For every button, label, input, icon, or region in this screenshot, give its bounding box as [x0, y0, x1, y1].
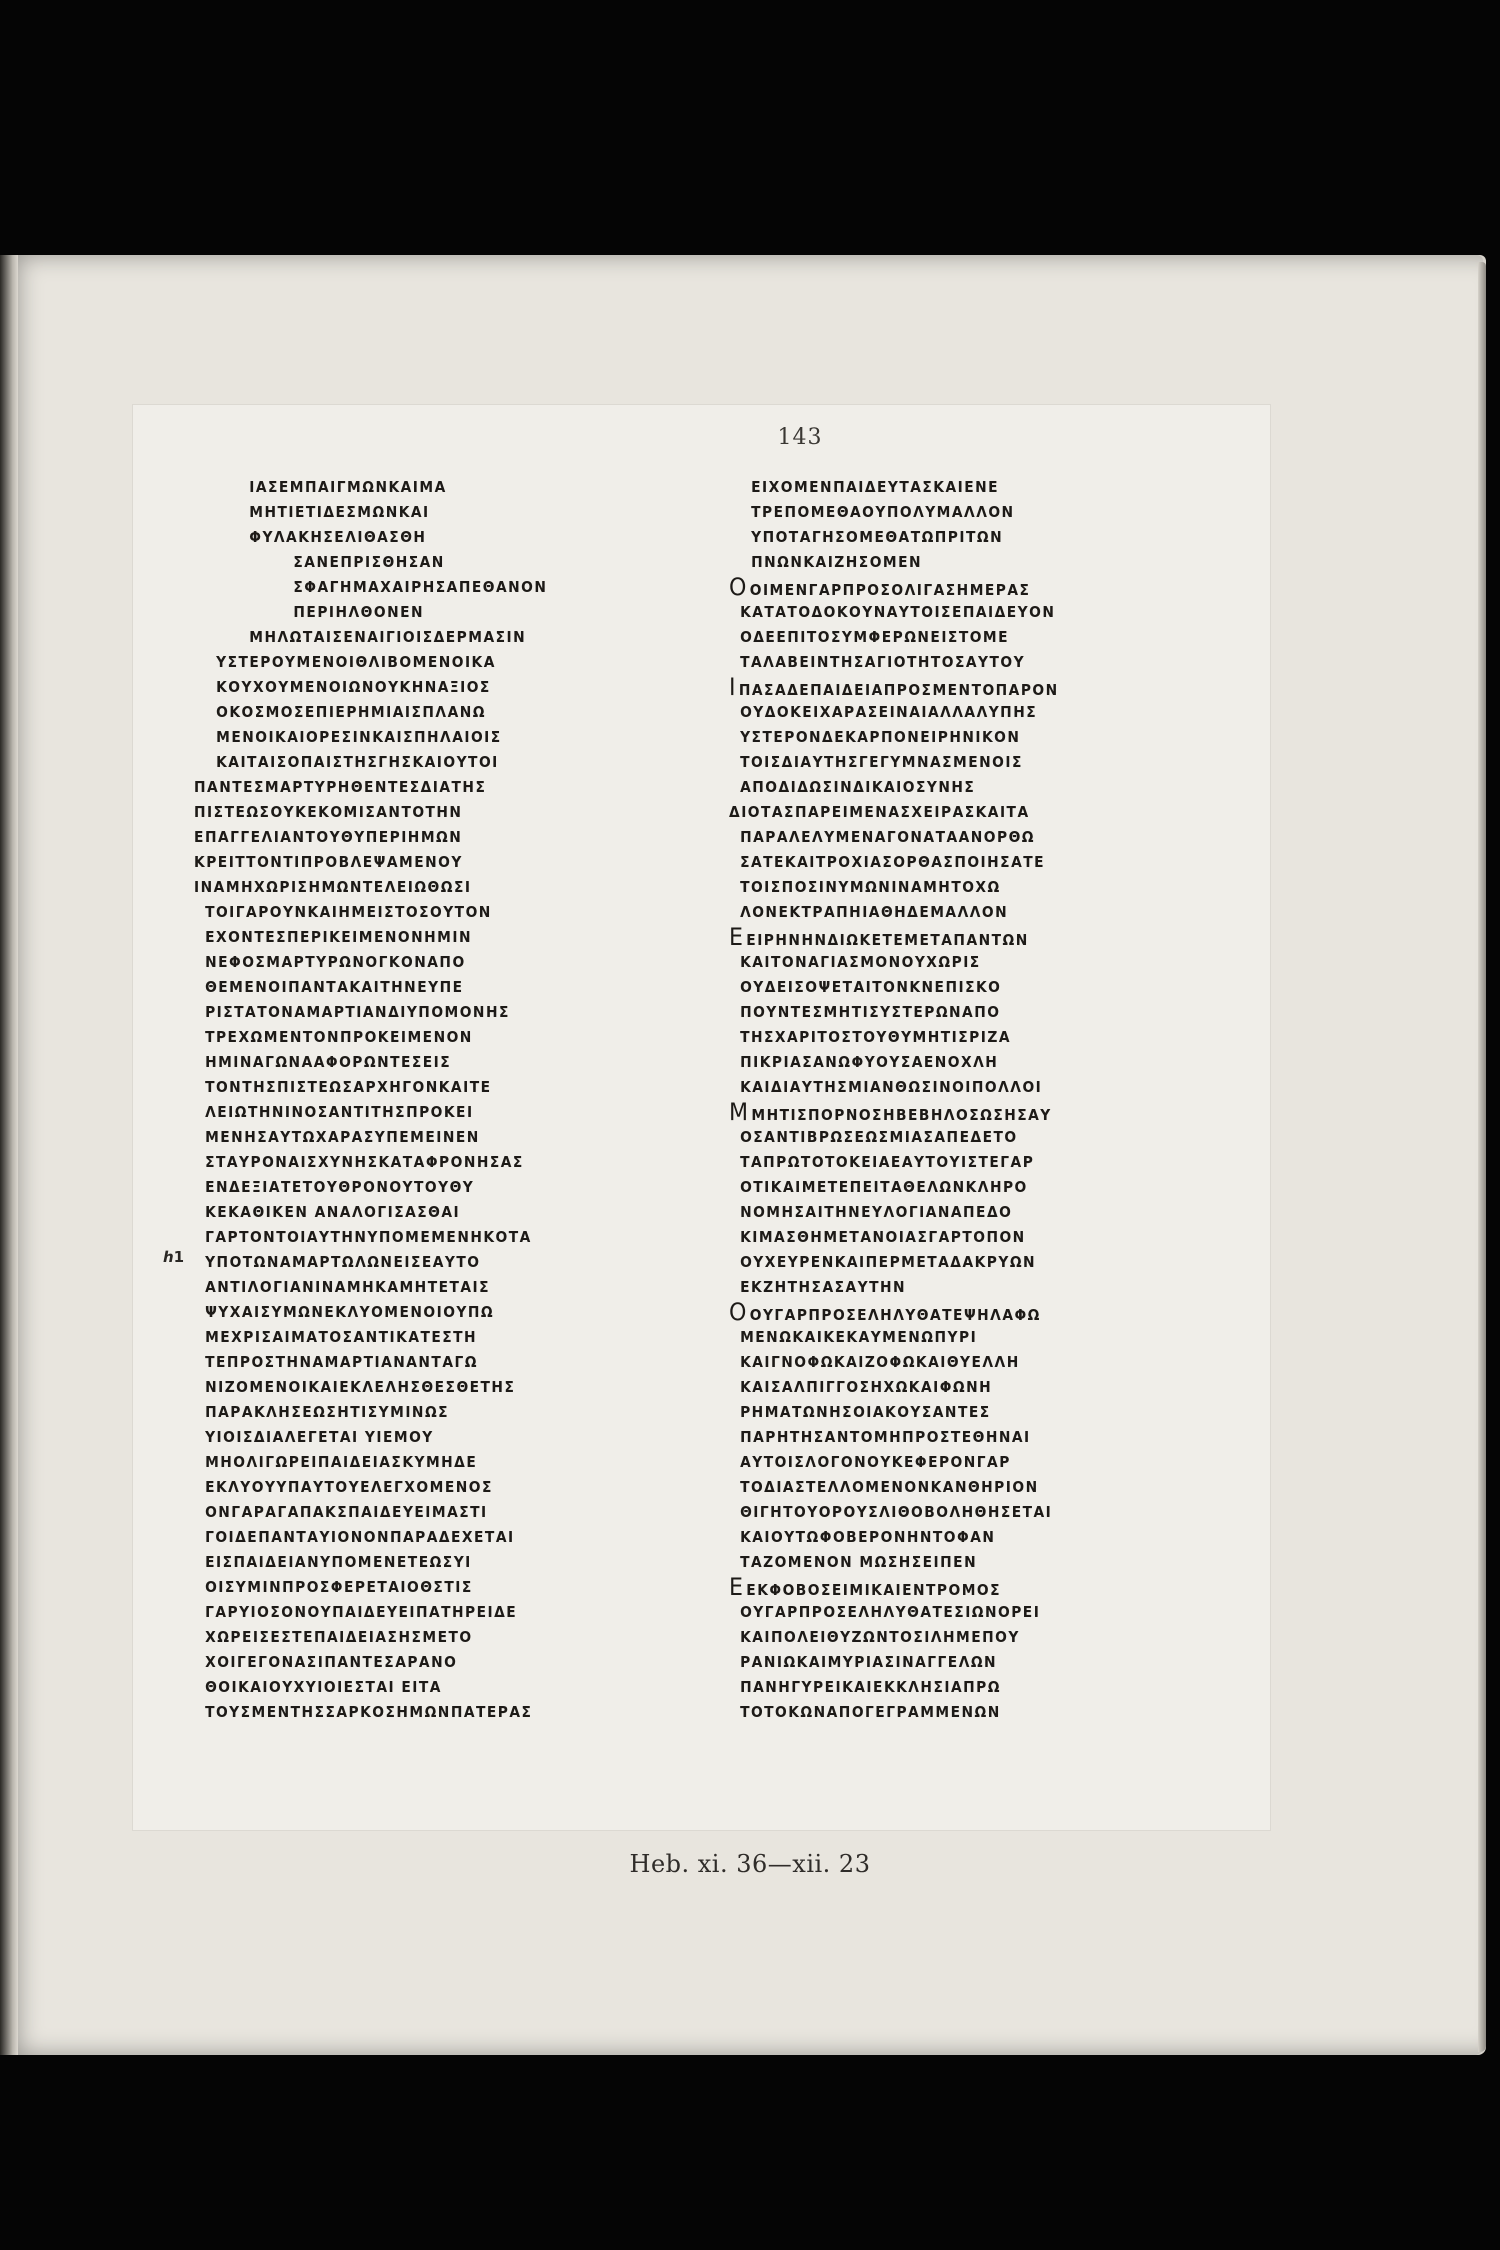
initial-letter: Ε	[729, 925, 745, 950]
margin-note: ℎ1	[163, 1248, 185, 1266]
manuscript-line	[718, 1375, 1187, 1400]
manuscript-line	[718, 775, 1187, 800]
line-text: ΥΠΟΤΩΝΑΜΑΡΤΩΛΩΝΕΙΣΕΑΥΤΟ	[205, 1253, 481, 1271]
manuscript-line	[183, 1625, 643, 1650]
manuscript-line	[183, 950, 643, 975]
manuscript-line	[718, 500, 1187, 525]
line-text: ΚΡΕΙΤΤΟΝΤΙΠΡΟΒΛΕΨΑΜΕΝΟΥ	[194, 853, 463, 871]
line-text: ΡΗΜΑΤΩΝΗΣΟΙΑΚΟΥΣΑΝΤΕΣ	[740, 1403, 991, 1421]
line-text: ΛΟΝΕΚΤΡΑΠΗΙΑΘΗΔΕΜΑΛΛΟΝ	[740, 903, 1009, 921]
manuscript-line	[183, 1600, 643, 1625]
manuscript-column-right	[718, 475, 1228, 1725]
page-fore-edge	[1478, 262, 1486, 2052]
line-text: ΜΕΝΩΚΑΙΚΕΚΑΥΜΕΝΩΠΥΡΙ	[740, 1328, 978, 1346]
manuscript-line	[718, 1275, 1187, 1300]
manuscript-line	[718, 1700, 1187, 1725]
line-text: ΓΟΙΔΕΠΑΝΤΑΥΙΟΝΟΝΠΑΡΑΔΕΧΕΤΑΙ	[205, 1528, 515, 1546]
line-text: ΕΙΡΗΝΗΝΔΙΩΚΕΤΕΜΕΤΑΠΑΝΤΩΝ	[746, 931, 1029, 949]
manuscript-line	[183, 1400, 643, 1425]
line-text: ΛΕΙΩΤΗΝΙΝΟΣΑΝΤΙΤΗΣΠΡΟΚΕΙ	[205, 1103, 474, 1121]
manuscript-line	[183, 1700, 643, 1725]
manuscript-line	[718, 1625, 1187, 1650]
line-text: ΥΠΟΤΑΓΗΣΟΜΕΘΑΤΩΠΡΙΤΩΝ	[751, 528, 1004, 546]
line-text: ΠΕΡΙΗΛΘΟΝΕΝ	[293, 603, 425, 621]
manuscript-line	[183, 1125, 643, 1150]
manuscript-line	[718, 1325, 1187, 1350]
manuscript-line	[183, 1025, 643, 1050]
manuscript-line	[718, 1400, 1187, 1425]
line-text: ΚΑΙΤΟΝΑΓΙΑΣΜΟΝΟΥΧΩΡΙΣ	[740, 953, 981, 971]
line-text: ΧΟΙΓΕΓΟΝΑΣΙΠΑΝΤΕΣΑΡΑΝΟ	[205, 1653, 458, 1671]
manuscript-line	[718, 700, 1187, 725]
manuscript-line	[183, 1075, 643, 1100]
manuscript-line	[183, 725, 643, 750]
manuscript-line	[183, 850, 643, 875]
manuscript-line	[718, 1475, 1187, 1500]
line-text: ΕΙΣΠΑΙΔΕΙΑΝΥΠΟΜΕΝΕΤΕΩΣΥΙ	[205, 1553, 472, 1571]
line-text: ΘΙΓΗΤΟΥΟΡΟΥΣΛΙΘΟΒΟΛΗΘΗΣΕΤΑΙ	[740, 1503, 1053, 1521]
manuscript-line	[718, 950, 1187, 975]
line-text: ΚΕΚΑΘΙΚΕΝ ΑΝΑΛΟΓΙΣΑΣΘΑΙ	[205, 1203, 461, 1221]
manuscript-line	[183, 825, 643, 850]
line-text: ΕΠΑΓΓΕΛΙΑΝΤΟΥΘΥΠΕΡΙΗΜΩΝ	[194, 828, 463, 846]
line-text: ΤΟΝΤΗΣΠΙΣΤΕΩΣΑΡΧΗΓΟΝΚΑΙΤΕ	[205, 1078, 492, 1096]
manuscript-line	[718, 875, 1187, 900]
manuscript-line	[183, 1650, 643, 1675]
manuscript-line	[718, 850, 1187, 875]
line-text: ΟΥΧΕΥΡΕΝΚΑΙΠΕΡΜΕΤΑΔΑΚΡΥΩΝ	[740, 1253, 1037, 1271]
manuscript-line	[183, 1000, 643, 1025]
manuscript-line	[183, 1575, 643, 1600]
line-text: ΤΟΤΟΚΩΝΑΠΟΓΕΓΡΑΜΜΕΝΩΝ	[740, 1703, 1001, 1721]
manuscript-line	[183, 1350, 643, 1375]
manuscript-line	[718, 1175, 1187, 1200]
line-text: ΕΙΧΟΜΕΝΠΑΙΔΕΥΤΑΣΚΑΙΕΝΕ	[751, 478, 1000, 496]
line-text: ΘΕΜΕΝΟΙΠΑΝΤΑΚΑΙΤΗΝΕΥΠΕ	[205, 978, 464, 996]
manuscript-line	[183, 1100, 643, 1125]
manuscript-line	[718, 975, 1187, 1000]
manuscript-line	[718, 750, 1187, 775]
manuscript-line	[718, 725, 1187, 750]
line-text: ΠΙΣΤΕΩΣΟΥΚΕΚΟΜΙΣΑΝΤΟΤΗΝ	[194, 803, 463, 821]
line-text: ΠΝΩΝΚΑΙΖΗΣΟΜΕΝ	[751, 553, 923, 571]
line-text: ΟΥΓΑΡΠΡΟΣΕΛΗΛΥΘΑΤΕΣΙΩΝΟΡΕΙ	[740, 1603, 1041, 1621]
line-text: ΨΥΧΑΙΣΥΜΩΝΕΚΛΥΟΜΕΝΟΙΟΥΠΩ	[205, 1303, 495, 1321]
manuscript-line	[718, 1250, 1187, 1275]
manuscript-line	[718, 825, 1187, 850]
line-text: ΕΧΟΝΤΕΣΠΕΡΙΚΕΙΜΕΝΟΝΗΜΙΝ	[205, 928, 472, 946]
line-text: ΥΣΤΕΡΟΝΔΕΚΑΡΠΟΝΕΙΡΗΝΙΚΟΝ	[740, 728, 1021, 746]
line-text: ΣΑΝΕΠΡΙΣΘΗΣΑΝ	[293, 553, 445, 571]
line-text: ΝΟΜΗΣΑΙΤΗΝΕΥΛΟΓΙΑΝΑΠΕΔΟ	[740, 1203, 1013, 1221]
manuscript-line	[183, 1425, 643, 1450]
manuscript-line	[183, 1325, 643, 1350]
line-text: ΚΙΜΑΣΘΗΜΕΤΑΝΟΙΑΣΓΑΡΤΟΠΟΝ	[740, 1228, 1026, 1246]
manuscript-line	[718, 550, 1187, 575]
manuscript-line	[718, 1225, 1187, 1250]
folio-number: 143	[777, 425, 823, 450]
manuscript-line	[183, 750, 643, 775]
line-text: ΓΑΡΤΟΝΤΟΙΑΥΤΗΝΥΠΟΜΕΜΕΝΗΚΟΤΑ	[205, 1228, 532, 1246]
manuscript-line	[718, 1000, 1187, 1025]
line-text: ΟΥΔΟΚΕΙΧΑΡΑΣΕΙΝΑΙΑΛΛΑΛΥΠΗΣ	[740, 703, 1038, 721]
manuscript-line	[183, 475, 643, 500]
line-text: ΠΑΡΗΤΗΣΑΝΤΟΜΗΠΡΟΣΤΕΘΗΝΑΙ	[740, 1428, 1031, 1446]
line-text: ΠΑΡΑΚΛΗΣΕΩΣΗΤΙΣΥΜΙΝΩΣ	[205, 1403, 450, 1421]
line-text: ΗΜΙΝΑΓΩΝΑΑΦΟΡΩΝΤΕΣΕΙΣ	[205, 1053, 452, 1071]
manuscript-line	[718, 1500, 1187, 1525]
line-text: ΚΑΙΔΙΑΥΤΗΣΜΙΑΝΘΩΣΙΝΟΙΠΟΛΛΟΙ	[740, 1078, 1043, 1096]
manuscript-line	[718, 525, 1187, 550]
line-text: ΟΤΙΚΑΙΜΕΤΕΠΕΙΤΑΘΕΛΩΝΚΛΗΡΟ	[740, 1178, 1028, 1196]
manuscript-plate	[133, 405, 1270, 1830]
line-text: ΙΝΑΜΗΧΩΡΙΣΗΜΩΝΤΕΛΕΙΩΘΩΣΙ	[194, 878, 472, 896]
manuscript-line	[718, 1675, 1187, 1700]
line-text: ΟΙΣΥΜΙΝΠΡΟΣΦΕΡΕΤΑΙΟΘΣΤΙΣ	[205, 1578, 473, 1596]
line-text: ΑΝΤΙΛΟΓΙΑΝΙΝΑΜΗΚΑΜΗΤΕΤΑΙΣ	[205, 1278, 491, 1296]
line-text: ΜΗΤΙΣΠΟΡΝΟΣΗΒΕΒΗΛΟΣΩΣΗΣΑΥ	[751, 1106, 1052, 1124]
line-text: ΧΩΡΕΙΣΕΣΤΕΠΑΙΔΕΙΑΣΗΣΜΕΤΟ	[205, 1628, 473, 1646]
line-text: ΠΑΣΑΔΕΠΑΙΔΕΙΑΠΡΟΣΜΕΝΤΟΠΑΡΟΝ	[738, 681, 1059, 699]
line-text: ΥΙΟΙΣΔΙΑΛΕΓΕΤΑΙ ΥΙΕΜΟΥ	[205, 1428, 434, 1446]
line-text: ΝΙΖΟΜΕΝΟΙΚΑΙΕΚΛΕΛΗΣΘΕΣΘΕΤΗΣ	[205, 1378, 516, 1396]
line-text: ΜΗΛΩΤΑΙΣΕΝΑΙΓΙΟΙΣΔΕΡΜΑΣΙΝ	[249, 628, 527, 646]
plate-caption: Heb. xi. 36—xii. 23	[629, 1850, 871, 1878]
manuscript-line	[183, 1175, 643, 1200]
line-text: ΠΑΝΤΕΣΜΑΡΤΥΡΗΘΕΝΤΕΣΔΙΑΤΗΣ	[194, 778, 487, 796]
line-text: ΦΥΛΑΚΗΣΕΛΙΘΑΣΘΗ	[249, 528, 427, 546]
line-text: ΡΙΣΤΑΤΟΝΑΜΑΡΤΙΑΝΔΙΥΠΟΜΟΝΗΣ	[205, 1003, 510, 1021]
line-text: ΚΑΙΟΥΤΩΦΟΒΕΡΟΝΗΝΤΟΦΑΝ	[740, 1528, 996, 1546]
initial-letter: Ε	[729, 1575, 745, 1600]
line-text: ΤΟΔΙΑΣΤΕΛΛΟΜΕΝΟΝΚΑΝΘΗΡΙΟΝ	[740, 1478, 1039, 1496]
manuscript-line	[183, 875, 643, 900]
line-text: ΤΕΠΡΟΣΤΗΝΑΜΑΡΤΙΑΝΑΝΤΑΓΩ	[205, 1353, 478, 1371]
line-text: ΑΥΤΟΙΣΛΟΓΟΝΟΥΚΕΦΕΡΟΝΓΑΡ	[740, 1453, 1011, 1471]
line-text: ΚΑΙΤΑΙΣΟΠΑΙΣΤΗΣΓΗΣΚΑΙΟΥΤΟΙ	[216, 753, 499, 771]
manuscript-line	[718, 1050, 1187, 1075]
manuscript-line	[718, 1300, 1187, 1325]
line-text: ΟΙΜΕΝΓΑΡΠΡΟΣΟΛΙΓΑΣΗΜΕΡΑΣ	[749, 581, 1031, 599]
manuscript-line	[183, 500, 643, 525]
manuscript-line	[183, 1300, 643, 1325]
manuscript-line	[718, 1150, 1187, 1175]
manuscript-line	[183, 925, 643, 950]
line-text: ΤΑΛΑΒΕΙΝΤΗΣΑΓΙΟΤΗΤΟΣΑΥΤΟΥ	[740, 653, 1026, 671]
manuscript-line	[718, 1425, 1187, 1450]
line-text: ΤΟΙΣΠΟΣΙΝΥΜΩΝΙΝΑΜΗΤΟΧΩ	[740, 878, 1001, 896]
line-text: ΤΡΕΠΟΜΕΘΑΟΥΠΟΛΥΜΑΛΛΟΝ	[751, 503, 1015, 521]
line-text: ΟΥΓΑΡΠΡΟΣΕΛΗΛΥΘΑΤΕΨΗΛΑΦΩ	[749, 1306, 1041, 1324]
line-text: ΕΚΦΟΒΟΣΕΙΜΙΚΑΙΕΝΤΡΟΜΟΣ	[746, 1581, 1002, 1599]
manuscript-line	[718, 800, 1187, 825]
line-text: ΟΚΟΣΜΟΣΕΠΙΕΡΗΜΙΑΙΣΠΛΑΝΩ	[216, 703, 486, 721]
line-text: ΚΟΥΧΟΥΜΕΝΟΙΩΝΟΥΚΗΝΑΞΙΟΣ	[216, 678, 491, 696]
line-text: ΣΦΑΓΗΜΑΧΑΙΡΗΣΑΠΕΘΑΝΟΝ	[293, 578, 548, 596]
manuscript-line	[183, 800, 643, 825]
line-text: ΟΣΑΝΤΙΒΡΩΣΕΩΣΜΙΑΣΑΠΕΔΕΤΟ	[740, 1128, 1018, 1146]
manuscript-line	[183, 525, 643, 550]
line-text: ΠΙΚΡΙΑΣΑΝΩΦΥΟΥΣΑΕΝΟΧΛΗ	[740, 1053, 999, 1071]
line-text: ΕΚΛΥΟΥΥΠΑΥΤΟΥΕΛΕΓΧΟΜΕΝΟΣ	[205, 1478, 493, 1496]
line-text: ΚΑΙΣΑΛΠΙΓΓΟΣΗΧΩΚΑΙΦΩΝΗ	[740, 1378, 993, 1396]
manuscript-line	[718, 1075, 1187, 1100]
manuscript-line	[183, 775, 643, 800]
line-text: ΠΑΡΑΛΕΛΥΜΕΝΑΓΟΝΑΤΑΑΝΟΡΘΩ	[740, 828, 1035, 846]
manuscript-line	[183, 1375, 643, 1400]
manuscript-line	[718, 575, 1187, 600]
line-text: ΚΑΙΠΟΛΕΙΘΥΖΩΝΤΟΣΙΛΗΜΕΠΟΥ	[740, 1628, 1020, 1646]
manuscript-line	[183, 650, 643, 675]
manuscript-line	[718, 1100, 1187, 1125]
line-text: ΣΑΤΕΚΑΙΤΡΟΧΙΑΣΟΡΘΑΣΠΟΙΗΣΑΤΕ	[740, 853, 1046, 871]
line-text: ΜΗΟΛΙΓΩΡΕΙΠΑΙΔΕΙΑΣΚΥΜΗΔΕ	[205, 1453, 478, 1471]
line-text: ΜΕΝΟΙΚΑΙΟΡΕΣΙΝΚΑΙΣΠΗΛΑΙΟΙΣ	[216, 728, 502, 746]
manuscript-line	[183, 1525, 643, 1550]
initial-letter: Ο	[729, 575, 748, 600]
manuscript-line	[718, 650, 1187, 675]
manuscript-line	[718, 475, 1187, 500]
line-text: ΚΑΤΑΤΟΔΟΚΟΥΝΑΥΤΟΙΣΕΠΑΙΔΕΥΟΝ	[740, 603, 1056, 621]
manuscript-line	[718, 1600, 1187, 1625]
line-text: ΜΗΤΙΕΤΙΔΕΣΜΩΝΚΑΙ	[249, 503, 430, 521]
initial-letter: Ι	[729, 675, 738, 700]
manuscript-line	[718, 1125, 1187, 1150]
line-text: ΤΟΙΣΔΙΑΥΤΗΣΓΕΓΥΜΝΑΣΜΕΝΟΙΣ	[740, 753, 1023, 771]
initial-letter: Μ	[729, 1100, 750, 1125]
line-text: ΝΕΦΟΣΜΑΡΤΥΡΩΝΟΓΚΟΝΑΠΟ	[205, 953, 466, 971]
line-text: ΤΡΕΧΩΜΕΝΤΟΝΠΡΟΚΕΙΜΕΝΟΝ	[205, 1028, 473, 1046]
manuscript-line	[183, 1450, 643, 1475]
manuscript-line	[183, 675, 643, 700]
manuscript-line	[718, 1525, 1187, 1550]
manuscript-line	[718, 1575, 1187, 1600]
line-text: ΥΣΤΕΡΟΥΜΕΝΟΙΘΛΙΒΟΜΕΝΟΙΚΑ	[216, 653, 496, 671]
line-text: ΚΑΙΓΝΟΦΩΚΑΙΖΟΦΩΚΑΙΘΥΕΛΛΗ	[740, 1353, 1020, 1371]
manuscript-line	[718, 675, 1187, 700]
line-text: ΓΑΡΥΙΟΣΟΝΟΥΠΑΙΔΕΥΕΙΠΑΤΗΡΕΙΔΕ	[205, 1603, 518, 1621]
manuscript-line	[183, 975, 643, 1000]
manuscript-line	[718, 600, 1187, 625]
manuscript-line	[183, 1550, 643, 1575]
page-spine-edge	[0, 255, 18, 2055]
line-text: ΠΟΥΝΤΕΣΜΗΤΙΣΥΣΤΕΡΩΝΑΠΟ	[740, 1003, 1001, 1021]
line-text: ΜΕΝΗΣΑΥΤΩΧΑΡΑΣΥΠΕΜΕΙΝΕΝ	[205, 1128, 480, 1146]
line-text: ΤΟΥΣΜΕΝΤΗΣΣΑΡΚΟΣΗΜΩΝΠΑΤΕΡΑΣ	[205, 1703, 533, 1721]
line-text: ΤΑΖΟΜΕΝΟΝ ΜΩΣΗΣΕΙΠΕΝ	[740, 1553, 978, 1571]
line-text: ΟΔΕΕΠΙΤΟΣΥΜΦΕΡΩΝΕΙΣΤΟΜΕ	[740, 628, 1010, 646]
line-text: ΣΤΑΥΡΟΝΑΙΣΧΥΝΗΣΚΑΤΑΦΡΟΝΗΣΑΣ	[205, 1153, 524, 1171]
line-text: ΘΟΙΚΑΙΟΥΧΥΙΟΙΕΣΤΑΙ ΕΙΤΑ	[205, 1678, 442, 1696]
line-text: ΟΝΓΑΡΑΓΑΠΑΚΣΠΑΙΔΕΥΕΙΜΑΣΤΙ	[205, 1503, 488, 1521]
line-text: ΤΑΠΡΩΤΟΤΟΚΕΙΑΕΑΥΤΟΥΙΣΤΕΓΑΡ	[740, 1153, 1035, 1171]
manuscript-line	[718, 1350, 1187, 1375]
line-text: ΡΑΝΙΩΚΑΙΜΥΡΙΑΣΙΝΑΓΓΕΛΩΝ	[740, 1653, 998, 1671]
line-text: ΕΝΔΕΞΙΑΤΕΤΟΥΘΡΟΝΟΥΤΟΥΘΥ	[205, 1178, 475, 1196]
manuscript-line	[183, 700, 643, 725]
manuscript-line	[718, 1450, 1187, 1475]
line-text: ΕΚΖΗΤΗΣΑΣΑΥΤΗΝ	[740, 1278, 907, 1296]
line-text: ΤΗΣΧΑΡΙΤΟΣΤΟΥΘΥΜΗΤΙΣΡΙΖΑ	[740, 1028, 1012, 1046]
line-text: ΜΕΧΡΙΣΑΙΜΑΤΟΣΑΝΤΙΚΑΤΕΣΤΗ	[205, 1328, 478, 1346]
manuscript-line	[718, 625, 1187, 650]
manuscript-line	[183, 1500, 643, 1525]
manuscript-line	[183, 1225, 643, 1250]
line-text: ΠΑΝΗΓΥΡΕΙΚΑΙΕΚΚΛΗΣΙΑΠΡΩ	[740, 1678, 1001, 1696]
manuscript-line	[183, 1200, 643, 1225]
line-text: ΔΙΟΤΑΣΠΑΡΕΙΜΕΝΑΣΧΕΙΡΑΣΚΑΙΤΑ	[729, 803, 1030, 821]
line-text: ΤΟΙΓΑΡΟΥΝΚΑΙΗΜΕΙΣΤΟΣΟΥΤΟΝ	[205, 903, 492, 921]
manuscript-line	[718, 1550, 1187, 1575]
manuscript-line	[718, 1200, 1187, 1225]
line-text: ΙΑΣΕΜΠΑΙΓΜΩΝΚΑΙΜΑ	[249, 478, 447, 496]
manuscript-line	[183, 600, 643, 625]
manuscript-line	[183, 1050, 643, 1075]
manuscript-column-left	[183, 475, 683, 1725]
line-text: ΑΠΟΔΙΔΩΣΙΝΔΙΚΑΙΟΣΥΝΗΣ	[740, 778, 976, 796]
manuscript-line	[183, 575, 643, 600]
manuscript-line	[183, 625, 643, 650]
line-text: ΟΥΔΕΙΣΟΨΕΤΑΙΤΟΝΚΝΕΠΙΣΚΟ	[740, 978, 1002, 996]
manuscript-line	[183, 1275, 643, 1300]
manuscript-line	[183, 1150, 643, 1175]
manuscript-line	[183, 900, 643, 925]
manuscript-line	[718, 925, 1187, 950]
manuscript-line	[183, 1250, 643, 1275]
manuscript-line	[718, 1650, 1187, 1675]
manuscript-line	[183, 1475, 643, 1500]
manuscript-line	[183, 1675, 643, 1700]
initial-letter: Ο	[729, 1300, 748, 1325]
manuscript-line	[183, 550, 643, 575]
manuscript-line	[718, 900, 1187, 925]
manuscript-line	[718, 1025, 1187, 1050]
